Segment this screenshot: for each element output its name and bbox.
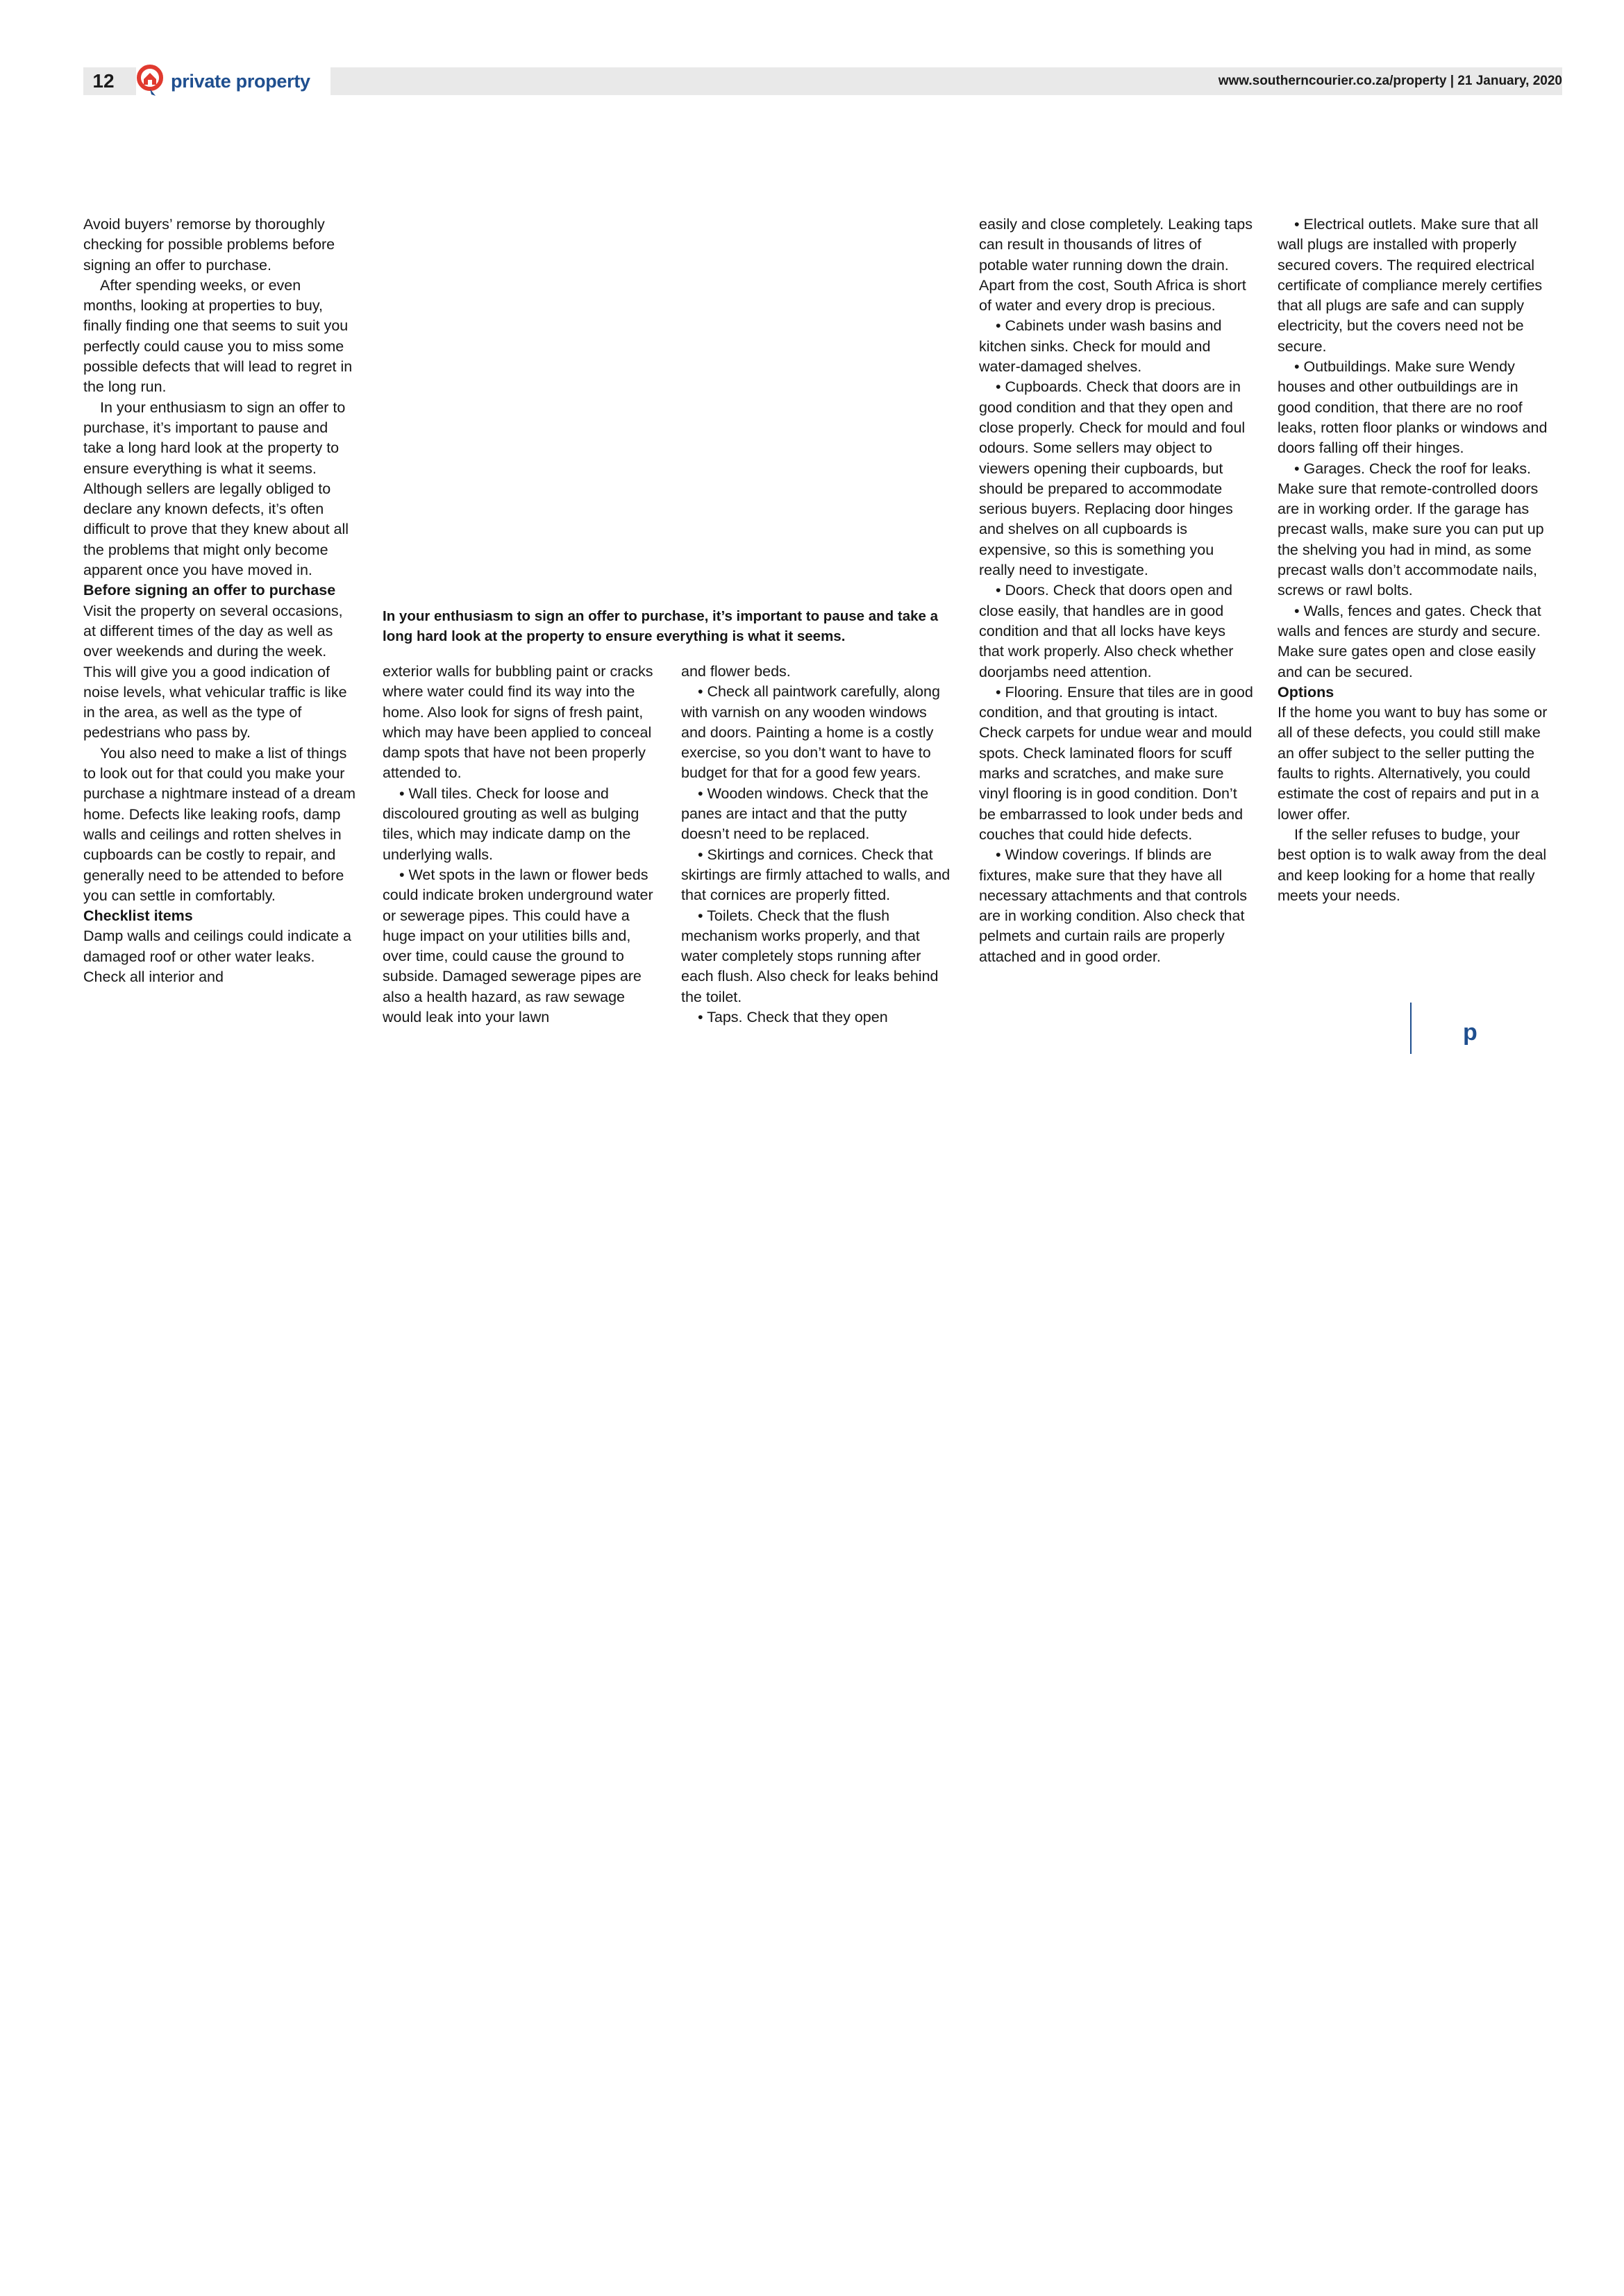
page-number: 12 <box>83 67 124 95</box>
paragraph: • Doors. Check that doors open and close easily, that handles are in good condition and that all locks have keys that work properly. Also check whether doorjambs need attention. <box>979 582 1234 680</box>
private-property-logo[interactable] <box>136 61 330 101</box>
article-column-1 <box>83 215 358 987</box>
logo-text: private property <box>171 70 310 92</box>
section-heading: Before signing an offer to purchase <box>83 582 336 599</box>
paragraph: • Outbuildings. Make sure Wendy houses and other outbuildings are in good condition, that there are no roof leaks, rotten floor planks or windows and doors falling off their hinges. <box>1278 358 1548 457</box>
paragraph: • Electrical outlets. Make sure that all wall plugs are installed with properly secured covers. The required electrical certificate of compliance merely certifies that all plugs are safe and can supply electricity, but the covers need not be secure. <box>1278 216 1543 355</box>
paragraph: • Cupboards. Check that doors are in good condition and that they open and close properly. Check for mould and foul odours. Some sellers may object to viewers opening their cupboards, but should be prepared to accommodate serious buyers. Replacing door hinges and shelves on all cupboards is expensive, so this is something you really need to investigate. <box>979 378 1246 579</box>
house-pin-icon <box>136 64 167 99</box>
paragraph: In your enthusiasm to sign an offer to purchase, it’s important to pause and take a long hard look at the property to ensure everything is what it seems. Although sellers are legally obliged to declare any known defects, it’s often difficult to prove that they knew about all the problems that might only become apparent once you have moved in. <box>83 399 349 579</box>
paragraph: • Wet spots in the lawn or flower beds could indicate broken underground water or sewerage pipes. This could have a huge impact on your utilities bills and, over time, could cause the ground to subside. Damaged sewerage pipes are also a health hazard, as raw sewage would leak into your lawn <box>383 866 653 1026</box>
article-column-4 <box>979 215 1253 967</box>
paragraph: If the home you want to buy has some or all of these defects, you could still make an offer subject to the seller putting the faults to rights. Alternatively, you could estimate the cost of repairs and put in a lower offer. <box>1278 704 1548 823</box>
end-rule <box>1410 1003 1412 1054</box>
paragraph: You also need to make a list of things to look out for that could you make your purchase a nightmare instead of a dream home. Defects like leaking roofs, damp walls and ceilings and rotten shelves in cupboards can be costly to repair, and generally need to be attended to before you can settle in comfortably. <box>83 744 356 904</box>
photo-caption: In your enthusiasm to sign an offer to purchase, it’s important to pause and take a long hard look at the property to ensure everything is what it seems. <box>383 608 939 645</box>
paragraph: easily and close completely. Leaking taps can result in thousands of litres of potable water running down the drain. Apart from the cost, South Africa is short of water and every drop is precious. <box>979 216 1253 315</box>
paragraph: • Walls, fences and gates. Check that walls and fences are sturdy and secure. Make sure gates open and close easily and can be secured. <box>1278 602 1541 680</box>
paragraph: • Wall tiles. Check for loose and discoloured grouting as well as bulging tiles, which may indicate damp on the underlying walls. <box>383 785 639 863</box>
paragraph: • Wooden windows. Check that the panes are intact and that the putty doesn’t need to be replaced. <box>681 785 929 843</box>
article-column-5 <box>1278 215 1552 906</box>
paragraph: • Cabinets under wash basins and kitchen sinks. Check for mould and water-damaged shelves. <box>979 317 1222 376</box>
paragraph: • Taps. Check that they open <box>698 1009 888 1026</box>
header-site-date: www.southerncourier.co.za/property | 21 January, 2020 <box>1218 74 1562 88</box>
paragraph: Visit the property on several occasions, at different times of the day as well as over weekends and during the week. This will give you a good indication of noise levels, what vehicular traffic is like in the area, as well as the type of pedestrians who pass by. <box>83 602 347 741</box>
paragraph: and flower beds. <box>681 663 791 680</box>
paragraph: • Toilets. Check that the flush mechanism works properly, and that water completely stops running after each flush. Also check for leaks behind the toilet. <box>681 907 939 1005</box>
article-column-2 <box>383 662 657 1028</box>
paragraph: After spending weeks, or even months, looking at properties to buy, finally finding one that seems to suit you perfectly could cause you to miss some possible defects that will lead to regret in the long run. <box>83 276 353 396</box>
paragraph: • Garages. Check the roof for leaks. Make sure that remote-controlled doors are in working order. If the garage has precast walls, make sure you can put up the shelving you had in mind, as some precast walls don’t accommodate nails, screws or rawl bolts. <box>1278 460 1544 599</box>
article-column-3 <box>681 662 955 1028</box>
section-heading: Options <box>1278 683 1334 701</box>
paragraph: exterior walls for bubbling paint or cracks where water could find its way into the home. Also look for signs of fresh paint, which may have been applied to conceal damp spots that have not been properly attended to. <box>383 663 653 782</box>
paragraph: • Check all paintwork carefully, along with varnish on any wooden windows and doors. Painting a home is a costly exercise, so you don’t want to have to budget for that for a good few years. <box>681 683 940 782</box>
paragraph: Avoid buyers’ remorse by thoroughly checking for possible problems before signing an offer to purchase. <box>83 216 335 274</box>
paragraph: • Window coverings. If blinds are fixtures, make sure that they have all necessary attachments and that controls are in working condition. Also check that pelmets and curtain rails are properly attached and in good order. <box>979 846 1248 965</box>
paragraph: Damp walls and ceilings could indicate a damaged roof or other water leaks. Check all interior and <box>83 928 352 985</box>
end-mark: p <box>1463 1019 1477 1046</box>
paragraph: • Skirtings and cornices. Check that skirtings are firmly attached to walls, and that cornices are properly fitted. <box>681 846 951 904</box>
paragraph: If the seller refuses to budge, your best option is to walk away from the deal and keep looking for a home that really meets your needs. <box>1278 826 1547 904</box>
section-heading: Checklist items <box>83 907 193 925</box>
paragraph: • Flooring. Ensure that tiles are in good condition, and that grouting is intact. Check carpets for undue wear and mould spots. Check laminated floors for scuff marks and scratches, and make sure vinyl flooring is in good condition. Don’t be embarrassed to look under beds and couches that could hide defects. <box>979 683 1253 843</box>
